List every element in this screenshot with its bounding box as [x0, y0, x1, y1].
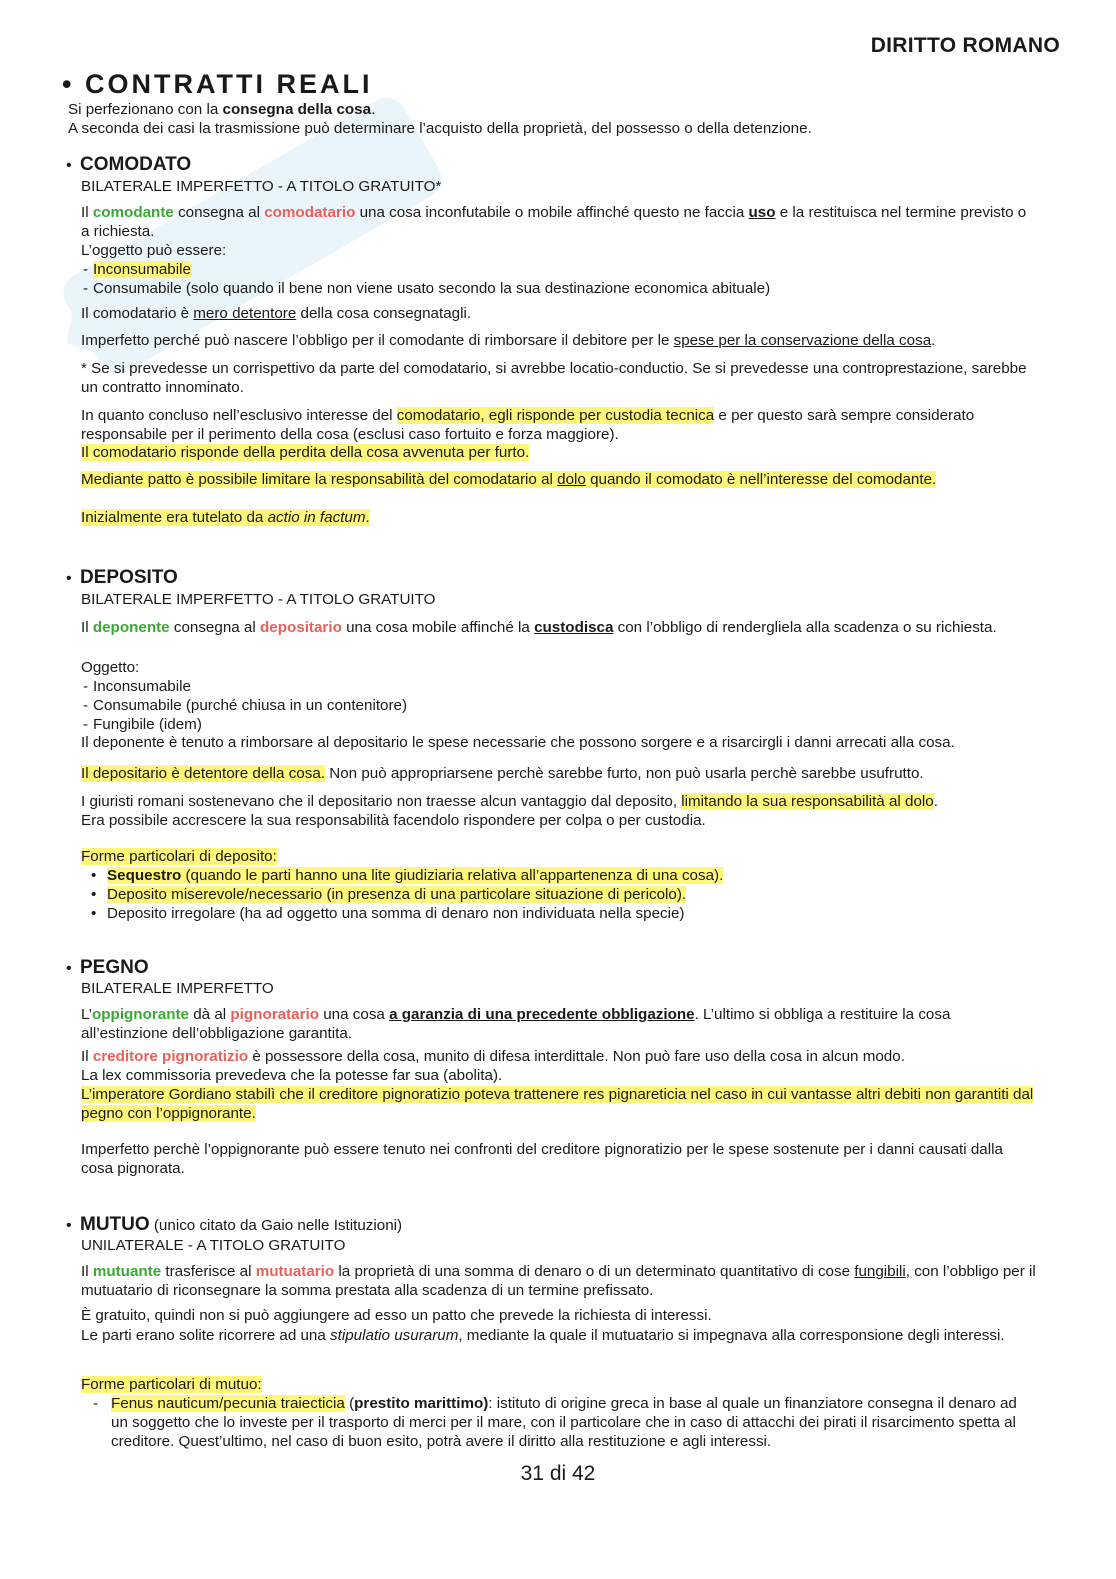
paragraph: Inizialmente era tutelato da actio in factum.	[81, 509, 370, 526]
section-title-comodato: • COMODATO	[66, 154, 192, 175]
list-item: - Fenus nauticum/pecunia traiecticia (prestito marittimo): istituto di origine greca in base al quale un finanziatore consegna il denaro ad un soggetto che lo investe per il trasporto di merci per il mare, con il particolare che in caso di attacchi dei pirati il risarcimento spetta al creditore. Quest’ultimo, nel caso di buon esito, potrà avere il diritto alla restituzione e agli interessi.	[81, 1394, 1036, 1451]
list-item: • Deposito irregolare (ha ad oggetto una somma di denaro non individuata nella specie)	[81, 904, 1036, 923]
paragraph: L’imperatore Gordiano stabilì che il creditore pignoratizio poteva trattenere res pignareticia nel caso in cui vantasse altri debiti non garantiti dal pegno con l’oppignorante.	[81, 1086, 1034, 1122]
list-label: Oggetto:	[81, 659, 140, 676]
paragraph: * Se si prevedesse un corrispettivo da parte del comodatario, si avrebbe locatio-conductio. Se si prevedesse una controprestazione, sarebbe un contratto innominato.	[81, 360, 1027, 396]
list-item: - Inconsumabile	[81, 677, 1036, 696]
paragraph: Imperfetto perchè l’oppignorante può essere tenuto nei confronti del creditore pignoratizio per le spese sostenute per i danni causati dalla cosa pignorata.	[81, 1141, 1003, 1177]
paragraph: Il creditore pignoratizio è possessore della cosa, munito di difesa interdittale. Non può fare uso della cosa in alcun modo.	[81, 1048, 905, 1065]
paragraph: Il comodante consegna al comodatario una cosa inconfutabile o mobile affinché questo ne faccia uso e la restituisca nel termine previsto o a richiesta.	[81, 204, 1027, 240]
paragraph: In quanto concluso nell’esclusivo interesse del comodatario, egli risponde per custodia tecnica e per questo sarà sempre considerato responsabile per il perimento della cosa (esclusi caso fortuito e forza maggiore).	[81, 407, 975, 443]
list-item: - Consumabile (purché chiusa in un contenitore)	[81, 696, 1036, 715]
list	[81, 866, 1036, 923]
paragraph: È gratuito, quindi non si può aggiungere ad esso un patto che prevede la richiesta di interessi.	[81, 1307, 712, 1324]
section-title-deposito: • DEPOSITO	[66, 567, 178, 588]
list-label: L’oggetto può essere:	[81, 242, 227, 259]
list-item: - Inconsumabile	[81, 260, 1036, 279]
list-item: • Deposito miserevole/necessario (in presenza di una particolare situazione di pericolo).	[81, 885, 1036, 904]
paragraph: Il deponente consegna al depositario una cosa mobile affinché la custodisca con l’obbligo di rendergliela alla scadenza o su richiesta.	[81, 619, 997, 636]
list-item: • Sequestro (quando le parti hanno una lite giudiziaria relativa all’appartenenza di una cosa).	[81, 866, 1036, 885]
paragraph: Il comodatario è mero detentore della cosa consegnatagli.	[81, 305, 472, 322]
paragraph: Il mutuante trasferisce al mutuatario la proprietà di una somma di denaro o di un determinato quantitativo di cose fungibili, con l’obbligo per il mutuatario di riconsegnare la somma prestata alla scadenza di un termine prefissato.	[81, 1263, 1036, 1299]
paragraph: Imperfetto perché può nascere l’obbligo per il comodante di rimborsare il debitore per le spese per la conservazione della cosa.	[81, 332, 936, 349]
intro: Si perfezionano con la consegna della cosa. A seconda dei casi la trasmissione può determinare l’acquisto della proprietà, del possesso o della detenzione.	[68, 101, 812, 137]
paragraph: Mediante patto è possibile limitare la responsabilità del comodatario al dolo quando il comodato è nell’interesse del comodante.	[81, 471, 937, 488]
paragraph: Il depositario è detentore della cosa. Non può appropriarsene perchè sarebbe furto, non può usarla perchè sarebbe usufrutto.	[81, 765, 924, 782]
section-title-mutuo: • MUTUO (unico citato da Gaio nelle Istituzioni)	[66, 1214, 403, 1235]
running-header: DIRITTO ROMANO	[870, 34, 1060, 57]
list	[81, 260, 1036, 298]
page-title-text: CONTRATTI REALI	[84, 69, 373, 99]
list	[81, 677, 1036, 734]
section-subtitle: BILATERALE IMPERFETTO - A TITOLO GRATUITO	[81, 591, 436, 608]
paragraph: L’oppignorante dà al pignoratario una cosa a garanzia di una precedente obbligazione. L’ultimo si obbliga a restituire la cosa all’estinzione dell’obbligazione garantita.	[81, 1006, 951, 1042]
paragraph: Era possibile accrescere la sua responsabilità facendolo rispondere per colpa o per custodia.	[81, 812, 706, 829]
section-title-pegno: • PEGNO	[66, 957, 149, 978]
paragraph: Il comodatario risponde della perdita della cosa avvenuta per furto.	[81, 444, 530, 461]
list-item: - Fungibile (idem)	[81, 715, 1036, 734]
section-subtitle: UNILATERALE - A TITOLO GRATUITO	[81, 1237, 346, 1254]
paragraph: Il deponente è tenuto a rimborsare al depositario le spese necessarie che possono sorgere e a risarcirgli i danni arrecati alla cosa.	[81, 734, 955, 751]
list-label: Forme particolari di deposito:	[81, 848, 277, 865]
paragraph: Le parti erano solite ricorrere ad una stipulatio usurarum, mediante la quale il mutuatario si impegnava alla corresponsione degli interessi.	[81, 1327, 1005, 1344]
list-item: - Consumabile (solo quando il bene non viene usato secondo la sua destinazione economica abituale)	[81, 279, 1036, 298]
section-subtitle: BILATERALE IMPERFETTO	[81, 980, 274, 997]
paragraph: La lex commissoria prevedeva che la potesse far sua (abolita).	[81, 1067, 503, 1084]
page-number: 31 di 42	[520, 1462, 596, 1485]
section-subtitle: BILATERALE IMPERFETTO - A TITOLO GRATUITO*	[81, 178, 442, 195]
page-title: • CONTRATTI REALI	[62, 69, 373, 99]
list-label: Forme particolari di mutuo:	[81, 1376, 262, 1393]
list	[81, 1394, 1036, 1451]
paragraph: I giuristi romani sostenevano che il depositario non traesse alcun vantaggio dal deposito, limitando la sua responsabilità al dolo.	[81, 793, 938, 810]
